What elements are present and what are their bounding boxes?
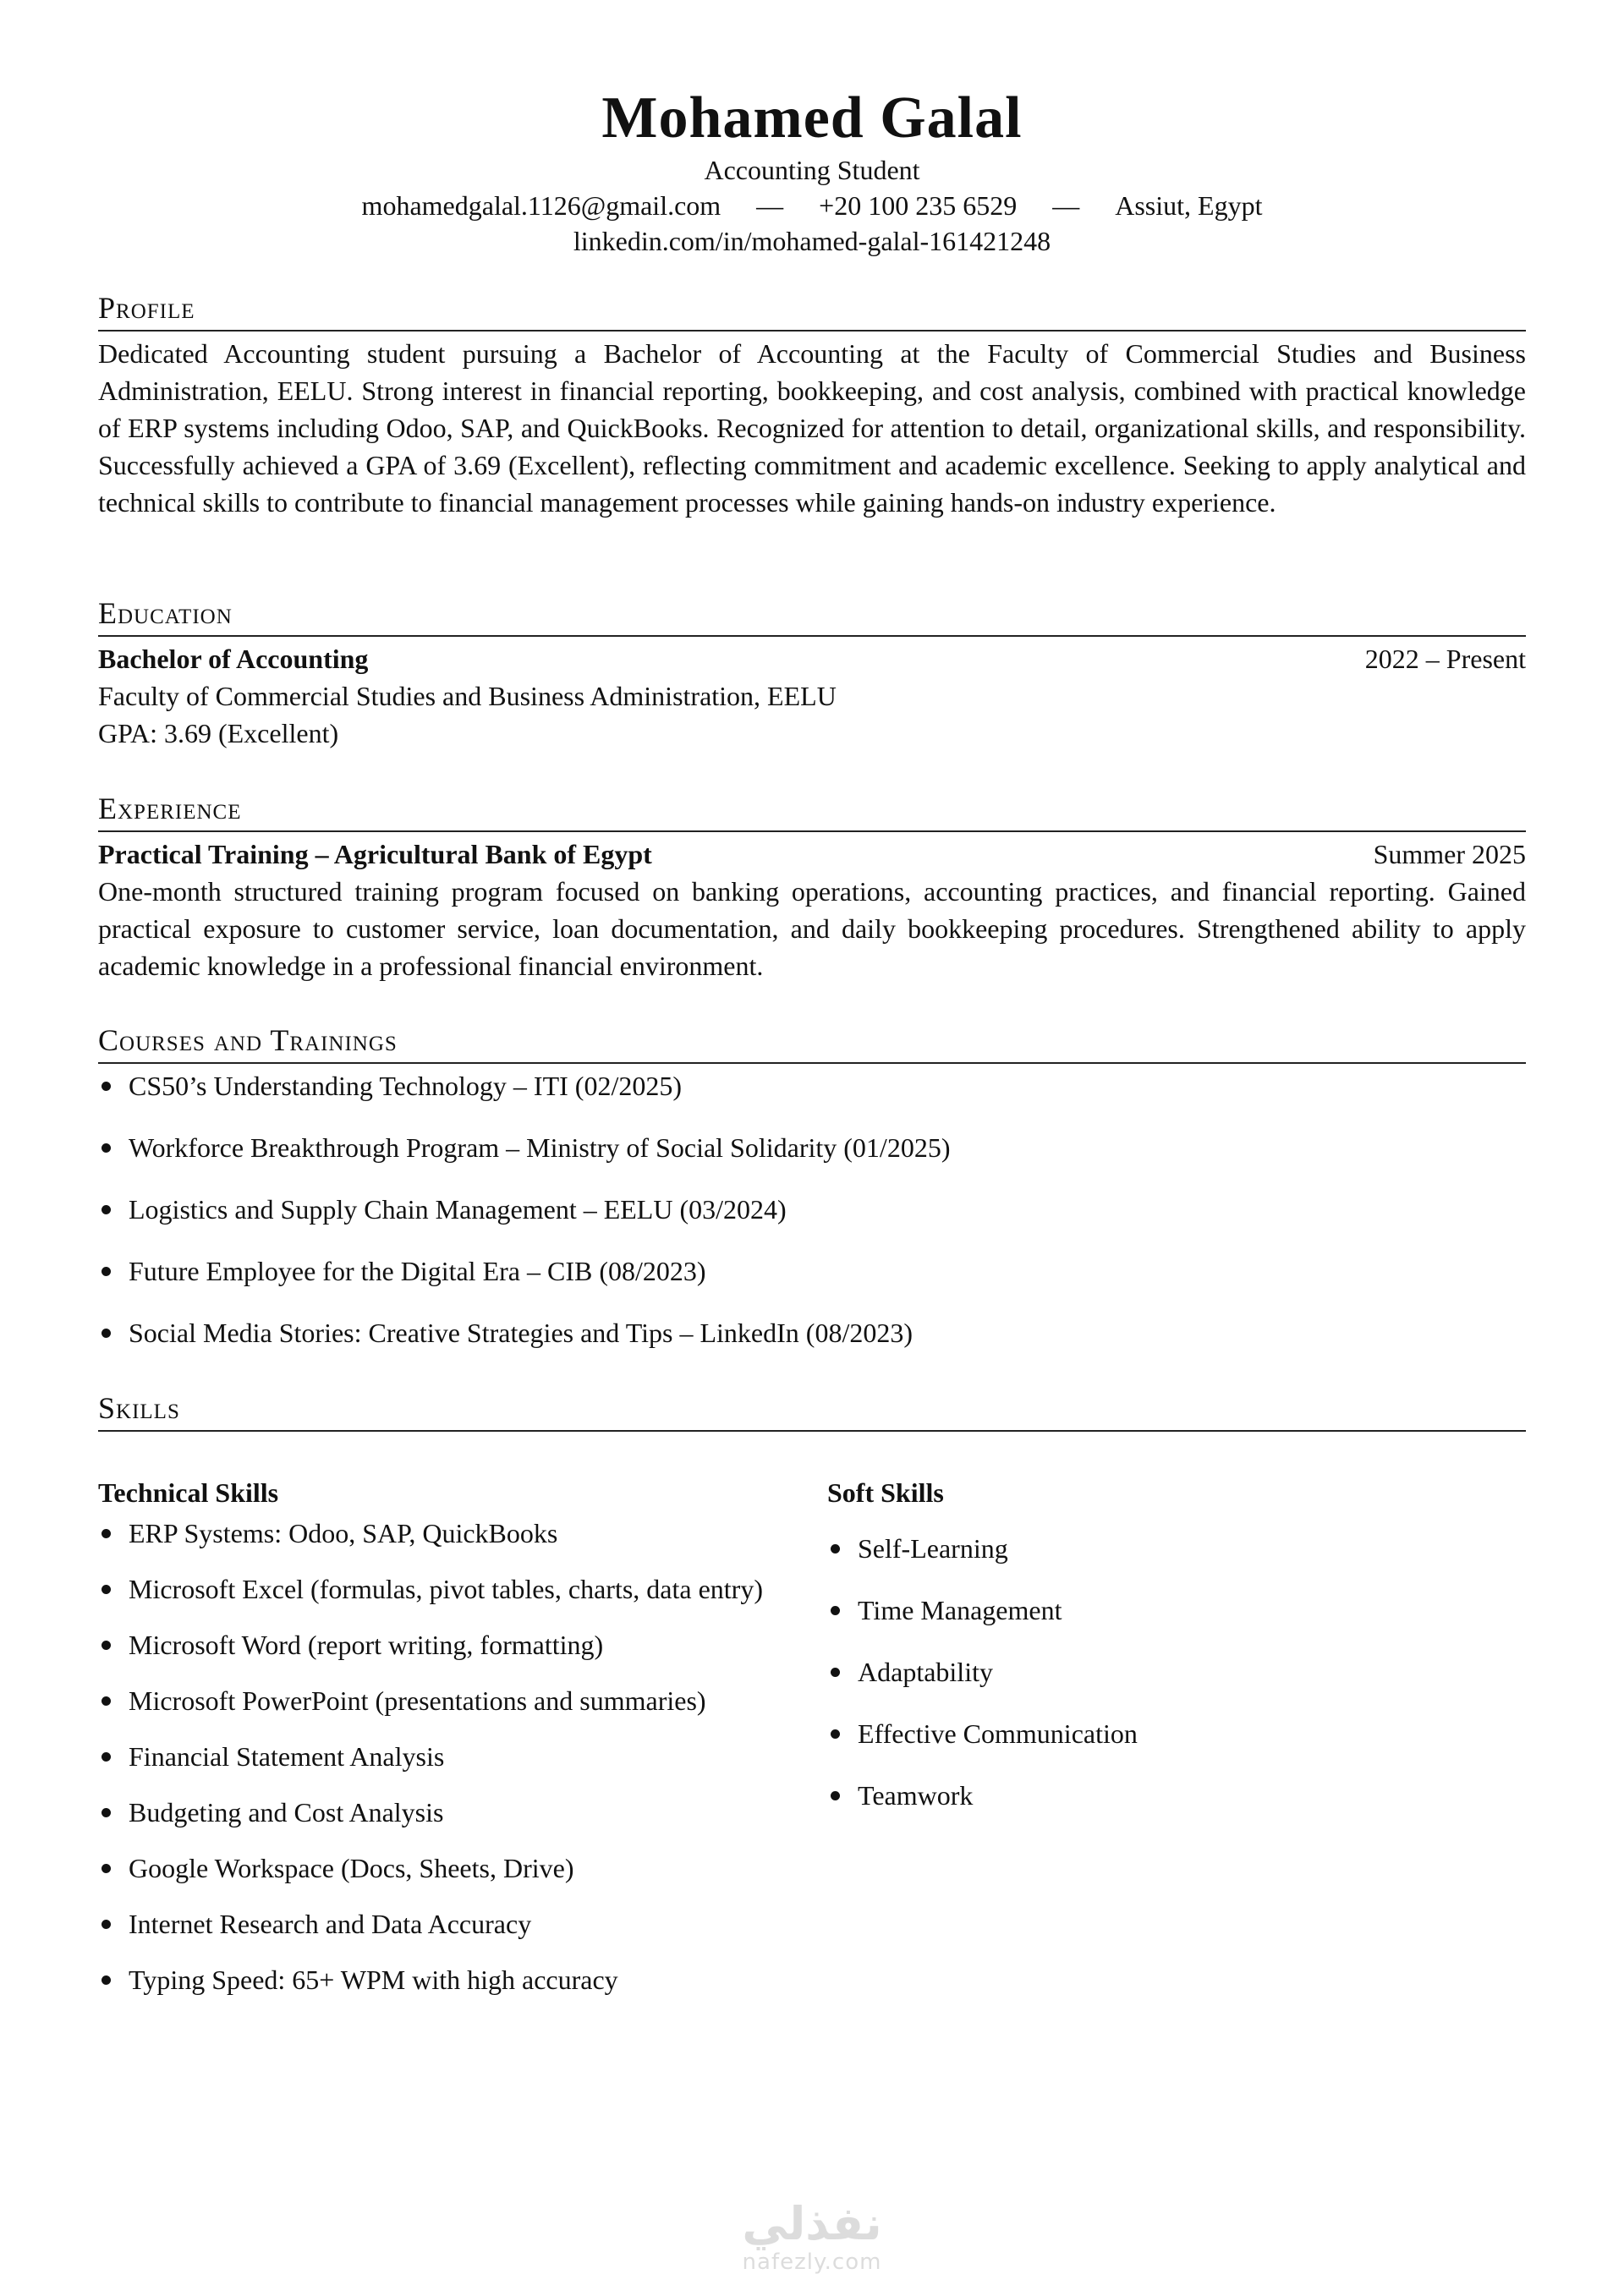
- phone-number: +20 100 235 6529: [819, 190, 1018, 221]
- resume-page: [98, 0, 1526, 1995]
- list-item: Effective Communication: [827, 1715, 1526, 1752]
- separator: —: [756, 190, 784, 221]
- location: Assiut, Egypt: [1115, 190, 1263, 221]
- list-item: Microsoft Excel (formulas, pivot tables, charts, data entry): [98, 1570, 766, 1608]
- email-link[interactable]: mohamedgalal.1126@gmail.com: [361, 190, 721, 221]
- education-section: [98, 596, 1526, 752]
- watermark-logo-latin: nafezly.com: [742, 2249, 882, 2275]
- education-entry-header: [98, 640, 1526, 677]
- nafezly-watermark: [727, 2199, 897, 2275]
- list-item: Adaptability: [827, 1653, 1526, 1690]
- skills-columns: [98, 1474, 1526, 2017]
- list-item: Microsoft Word (report writing, formatting): [98, 1626, 766, 1663]
- education-dates: 2022 – Present: [1364, 644, 1526, 674]
- list-item: ERP Systems: Odoo, SAP, QuickBooks: [98, 1515, 766, 1552]
- experience-dates: Summer 2025: [1373, 839, 1526, 869]
- list-item: Teamwork: [827, 1777, 1526, 1814]
- linkedin-link[interactable]: linkedin.com/in/mohamed-galal-161421248: [573, 226, 1051, 256]
- section-title-profile: Profile: [98, 291, 1526, 332]
- institution: Faculty of Commercial Studies and Business Administration, EELU: [98, 681, 837, 711]
- candidate-name: Mohamed Galal: [601, 85, 1023, 151]
- list-item: Social Media Stories: Creative Strategies and Tips – LinkedIn (08/2023): [98, 1314, 1526, 1351]
- separator: —: [1052, 190, 1080, 221]
- experience-entry-header: [98, 836, 1526, 873]
- list-item: Self-Learning: [827, 1530, 1526, 1567]
- soft-skills-heading: Soft Skills: [827, 1477, 944, 1508]
- experience-role: Practical Training – Agricultural Bank of Egypt: [98, 839, 652, 869]
- experience-description: One-month structured training program focused on banking operations, accounting practices, and financial reporting. Gained practical exposure to customer service, loan documentation, and daily bookkeeping procedures. Strengthened ability to apply academic knowledge in a professional financial environment.: [98, 876, 1526, 981]
- profile-section: [98, 291, 1526, 521]
- profile-text: Dedicated Accounting student pursuing a Bachelor of Accounting at the Faculty of Commercial Studies and Business Administration, EELU. Strong interest in financial reporting, bookkeeping, and cost analysis, combined with practical knowledge of ERP systems including Odoo, SAP, and QuickBooks. Recognized for attention to detail, organizational skills, and responsibility. Successfully achieved a GPA of 3.69 (Excellent), reflecting commitment and academic excellence. Seeking to apply analytical and technical skills to contribute to financial management processes while gaining hands-on industry experience.: [98, 338, 1526, 518]
- technical-skills-heading: Technical Skills: [98, 1477, 279, 1508]
- soft-skills-list: [827, 1530, 1526, 1814]
- list-item: Google Workspace (Docs, Sheets, Drive): [98, 1849, 766, 1887]
- list-item: Budgeting and Cost Analysis: [98, 1794, 766, 1831]
- section-title-education: Education: [98, 596, 1526, 637]
- list-item: Typing Speed: 65+ WPM with high accuracy: [98, 1961, 766, 1998]
- list-item: Logistics and Supply Chain Management – EELU (03/2024): [98, 1191, 1526, 1228]
- resume-header: [98, 0, 1526, 259]
- candidate-headline: Accounting Student: [704, 155, 920, 185]
- list-item: Financial Statement Analysis: [98, 1738, 766, 1775]
- list-item: CS50’s Understanding Technology – ITI (02/2025): [98, 1067, 1526, 1104]
- section-title-courses: Courses and Trainings: [98, 1023, 1526, 1064]
- courses-list: [98, 1067, 1526, 1351]
- watermark-logo-arabic: نفذلي: [742, 2197, 882, 2250]
- list-item: Workforce Breakthrough Program – Ministry of Social Solidarity (01/2025): [98, 1129, 1526, 1166]
- soft-skills-column: [827, 1474, 1526, 2017]
- experience-section: [98, 792, 1526, 984]
- contact-line: [98, 188, 1526, 223]
- gpa: GPA: 3.69 (Excellent): [98, 718, 339, 748]
- list-item: Time Management: [827, 1592, 1526, 1629]
- courses-section: [98, 1023, 1526, 1376]
- degree: Bachelor of Accounting: [98, 644, 369, 674]
- skills-section: [98, 1391, 1526, 2017]
- section-title-skills: Skills: [98, 1391, 1526, 1432]
- list-item: Future Employee for the Digital Era – CIB (08/2023): [98, 1252, 1526, 1290]
- section-title-experience: Experience: [98, 792, 1526, 832]
- technical-skills-list: [98, 1515, 766, 1998]
- list-item: Microsoft PowerPoint (presentations and summaries): [98, 1682, 766, 1719]
- list-item: Internet Research and Data Accuracy: [98, 1905, 766, 1943]
- technical-skills-column: [98, 1474, 827, 2017]
